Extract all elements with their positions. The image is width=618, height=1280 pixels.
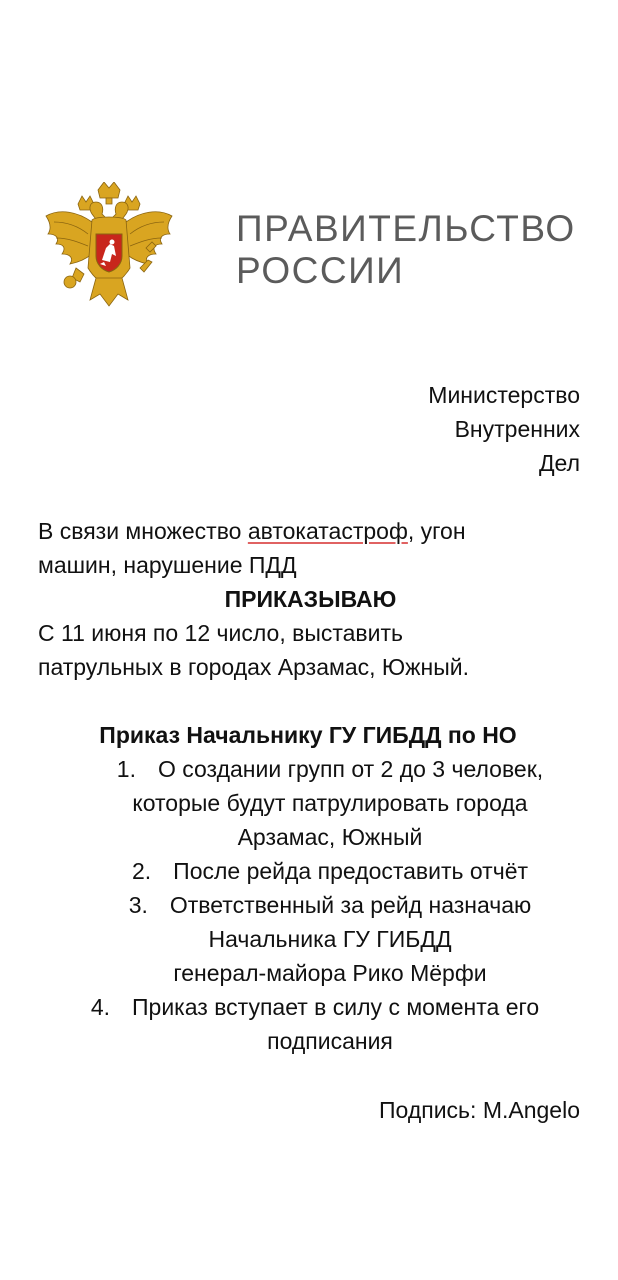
order-word: ПРИКАЗЫВАЮ [224,586,397,612]
list-item [60,854,600,888]
russian-coat-of-arms-icon [40,182,178,312]
ministry-block [428,378,580,480]
gov-title-line1: ПРАВИТЕЛЬСТВО [236,208,576,249]
intro-line1-suffix: , угон [407,518,466,544]
ministry-line2: Внутренних [454,416,580,442]
list-item-number: 2. [131,858,152,884]
list-item-continuation: подписания [267,1028,393,1054]
list-item-text: О создании групп от 2 до 3 человек, [157,756,544,782]
list-item-continuation: генерал-майора Рико Мёрфи [173,960,487,986]
list-item-continuation: Арзамас, Южный [237,824,423,850]
list-item-text: Ответственный за рейд назначаю [169,892,532,918]
intro-line2: машин, нарушение ПДД [38,552,297,578]
government-title [236,208,576,292]
list-item-number: 4. [90,994,111,1020]
instruction-line2: патрульных в городах Арзамас, Южный. [38,654,469,680]
list-item [60,888,600,922]
list-item-continuation: Начальника ГУ ГИБДД [208,926,452,952]
chief-order-heading: Приказ Начальнику ГУ ГИБДД по НО [99,722,517,748]
chief-order-heading-block [38,718,578,752]
ministry-line3: Дел [538,450,580,476]
signature: Подпись: M.Angelo [379,1097,580,1123]
ministry-line1: Министерство [428,382,580,408]
instruction-line1: С 11 июня по 12 число, выставить [38,620,404,646]
list-item-number: 1. [116,756,136,782]
list-item-number: 3. [128,892,148,918]
list-item [60,752,600,786]
list-item [30,990,600,1024]
list-item-text: После рейда предоставить отчёт [173,858,529,884]
order-list [60,752,600,1058]
intro-paragraph [38,514,583,684]
list-item-text: Приказ вступает в силу с момента его [132,994,540,1020]
intro-line1 [38,514,583,548]
misspelled-word: автокатастроф [247,518,408,544]
intro-line1-prefix: В связи множество [38,518,248,544]
gov-title-line2: РОССИИ [236,250,405,291]
list-item-continuation: которые будут патрулировать города [132,790,528,816]
